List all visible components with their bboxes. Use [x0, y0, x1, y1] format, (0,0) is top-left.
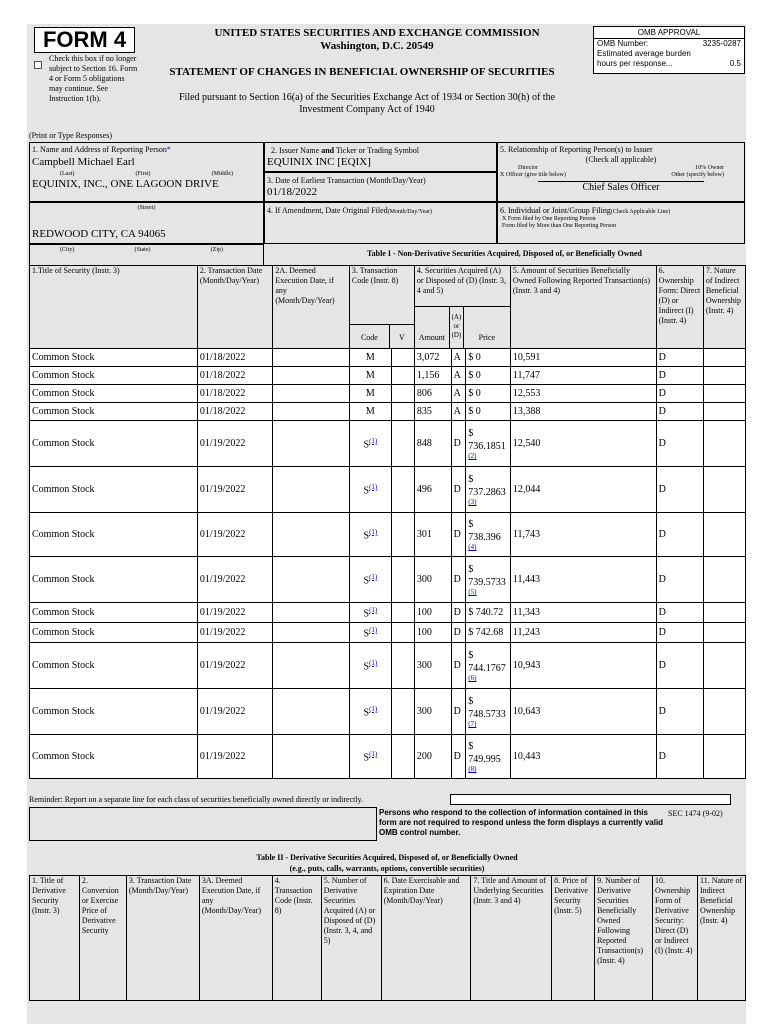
box6-label: 6. Individual or Joint/Group Filing: [500, 206, 611, 215]
price-footnote-link[interactable]: (7): [468, 720, 477, 728]
date-cell: 01/19/2022: [197, 689, 273, 735]
ownership-form-cell: D: [656, 385, 703, 403]
price-cell: [466, 385, 511, 403]
box6-sub: (Check Applicable Line): [610, 209, 671, 215]
code-cell: [349, 735, 391, 779]
transaction-code: M: [365, 406, 375, 417]
v-cell: [391, 385, 414, 403]
nature-cell: [703, 403, 745, 421]
price-value: 736.1851: [468, 441, 506, 452]
ownership-form-cell: D: [656, 467, 703, 513]
earliest-transaction-box: [264, 172, 497, 202]
table-row: [30, 513, 746, 557]
code-cell: [349, 689, 391, 735]
table2-subtitle: (e.g., puts, calls, warrants, options, convertible securities): [289, 864, 485, 873]
date-cell: 01/19/2022: [197, 623, 273, 643]
price-cell: [466, 403, 511, 421]
issuer-box: [264, 142, 497, 172]
title-cell: Common Stock: [30, 623, 198, 643]
amount-cell: 300: [414, 557, 451, 603]
owned-cell: 12,540: [510, 421, 656, 467]
deemed-date-cell: [273, 467, 350, 513]
price-cell: [466, 467, 511, 513]
table-row: [30, 421, 746, 467]
ownership-form-cell: D: [656, 603, 703, 623]
amount-cell: 200: [414, 735, 451, 779]
footnote-link[interactable]: (1): [369, 658, 378, 667]
nature-cell: [703, 421, 745, 467]
owned-cell: 12,553: [510, 385, 656, 403]
a-or-d-cell: A: [451, 403, 466, 421]
check-all-applicable: (Check all applicable): [585, 155, 657, 164]
v-cell: [391, 603, 414, 623]
v-cell: [391, 623, 414, 643]
title-cell: Common Stock: [30, 735, 198, 779]
col5-header: 5. Amount of Securities Beneficially Owned Following Reported Transaction(s) (Instr. 3 and 4): [510, 266, 656, 349]
col7-header: 7. Nature of Indirect Beneficial Ownership (Instr. 4): [703, 266, 745, 349]
amount-cell: 806: [414, 385, 451, 403]
table2-col-header: 6. Date Exercisable and Expiration Date (Month/Day/Year): [381, 876, 471, 1001]
state-label: (State): [134, 247, 151, 253]
price-currency: $: [468, 474, 474, 485]
footnote-link[interactable]: (1): [369, 704, 378, 713]
price-cell: [466, 513, 511, 557]
no-longer-subject-checkbox[interactable]: [34, 56, 42, 74]
footnote-link[interactable]: (1): [369, 482, 378, 491]
nature-cell: [703, 349, 745, 367]
omb-burden-label: Estimated average burden: [597, 49, 691, 58]
code-cell: [349, 385, 391, 403]
v-cell: [391, 557, 414, 603]
transaction-code: S: [363, 575, 370, 587]
table1-title: Table I - Non-Derivative Securities Acquired, Disposed of, or Beneficially Owned: [367, 249, 642, 258]
title-cell: Common Stock: [30, 367, 198, 385]
nature-cell: [703, 467, 745, 513]
nature-cell: [703, 367, 745, 385]
officer-title: Chief Sales Officer: [538, 181, 704, 193]
deemed-date-cell: [273, 367, 350, 385]
amount-cell: 496: [414, 467, 451, 513]
owned-cell: 11,747: [510, 367, 656, 385]
box1-asterisk[interactable]: *: [166, 145, 171, 154]
table2-col-header: 3A. Deemed Execution Date, if any (Month/Day/Year): [199, 876, 272, 1001]
first-label: (First): [135, 171, 151, 177]
ownership-form-cell: D: [656, 421, 703, 467]
footnote-link[interactable]: (1): [369, 625, 378, 634]
price-footnote-link[interactable]: (2): [468, 452, 477, 460]
deemed-date-cell: [273, 603, 350, 623]
footnote-link[interactable]: (1): [369, 605, 378, 614]
owned-cell: 11,743: [510, 513, 656, 557]
a-or-d-cell: D: [451, 557, 466, 603]
amount-cell: 848: [414, 421, 451, 467]
code-cell: [349, 349, 391, 367]
table2-col-header: 10. Ownership Form of Derivative Security: Direct (D) or Indirect (I) (Instr. 4): [653, 876, 698, 1001]
v-subheader: V: [399, 333, 405, 342]
issuer-value: EQUINIX INC [EQIX]: [267, 156, 371, 168]
a-or-d-cell: A: [451, 367, 466, 385]
v-cell: [391, 349, 414, 367]
deemed-date-cell: [273, 557, 350, 603]
col2-header: 2. Transaction Date (Month/Day/Year): [197, 266, 273, 349]
table1: [29, 265, 746, 779]
v-cell: [391, 735, 414, 779]
owned-cell: 11,443: [510, 557, 656, 603]
street-label: (Street): [137, 205, 156, 211]
owned-cell: 11,243: [510, 623, 656, 643]
code-cell: [349, 513, 391, 557]
owner10-option[interactable]: 10% Owner: [695, 165, 724, 171]
date-cell: 01/19/2022: [197, 735, 273, 779]
v-cell: [391, 643, 414, 689]
date-cell: 01/18/2022: [197, 385, 273, 403]
date-cell: 01/18/2022: [197, 349, 273, 367]
reporting-address: EQUINIX, INC., ONE LAGOON DRIVE: [32, 178, 219, 190]
table2-title: Table II - Derivative Securities Acquired, Disposed of, or Beneficially Owned: [256, 853, 518, 862]
table-row: [30, 403, 746, 421]
box1-label: 1. Name and Address of Reporting Person: [32, 145, 167, 154]
price-cell: [466, 735, 511, 779]
owned-cell: 10,443: [510, 735, 656, 779]
more-persons-option[interactable]: Form filed by More than One Reporting Person: [502, 223, 617, 229]
title-cell: Common Stock: [30, 557, 198, 603]
owned-cell: 12,044: [510, 467, 656, 513]
reminder-field: [450, 794, 731, 805]
table2-col-header: 11. Nature of Indirect Beneficial Ownership (Instr. 4): [698, 876, 746, 1001]
table2-col-header: 8. Price of Derivative Security (Instr. 5): [552, 876, 595, 1001]
transaction-code: S: [363, 628, 370, 640]
deemed-date-cell: [273, 623, 350, 643]
ownership-form-cell: D: [656, 623, 703, 643]
price-value: $ 0: [468, 352, 481, 363]
table-row: [30, 557, 746, 603]
relationship-box: [497, 142, 745, 202]
owned-cell: 13,388: [510, 403, 656, 421]
code-cell: [349, 467, 391, 513]
deemed-date-cell: [273, 421, 350, 467]
middle-label: (Middle): [211, 171, 233, 177]
code-cell: [349, 403, 391, 421]
ownership-form-cell: D: [656, 689, 703, 735]
col4-header-cell: [414, 266, 510, 349]
col3-header: 3. Transaction Code (Instr. 8): [351, 266, 399, 285]
nature-cell: [703, 513, 745, 557]
table2-col-header: 1. Title of Derivative Security (Instr. 3): [30, 876, 80, 1001]
box2-label-a: 2. Issuer Name: [271, 146, 322, 155]
ownership-form-cell: D: [656, 735, 703, 779]
nature-cell: [703, 643, 745, 689]
nature-cell: [703, 385, 745, 403]
omb-hours-value: 0.5: [729, 59, 741, 68]
table-row: [30, 643, 746, 689]
price-cell: [466, 557, 511, 603]
footnote-link[interactable]: (1): [369, 436, 378, 445]
price-cell: [466, 421, 511, 467]
price-currency: $: [468, 650, 474, 661]
filed-pursuant-line2: Investment Company Act of 1940: [299, 104, 435, 115]
omb-number-label: OMB Number:: [597, 39, 649, 48]
date-cell: 01/19/2022: [197, 513, 273, 557]
code-cell: [349, 421, 391, 467]
table2-col-header: 7. Title and Amount of Underlying Securities (Instr. 3 and 4): [471, 876, 552, 1001]
a-or-d-cell: D: [451, 735, 466, 779]
a-or-d-cell: D: [451, 603, 466, 623]
last-label: (Last): [60, 171, 75, 177]
date-cell: 01/18/2022: [197, 403, 273, 421]
table-row: [30, 367, 746, 385]
checkbox-text: Check this box if no longer subject to Section 16. Form 4 or Form 5 obligations may continue. See Instruction 1(b).: [49, 54, 138, 103]
title-cell: Common Stock: [30, 689, 198, 735]
price-currency: $: [468, 564, 474, 575]
title-cell: Common Stock: [30, 349, 198, 367]
reporting-person-name: Campbell Michael Earl: [32, 156, 135, 168]
officer-option[interactable]: X Officer (give title below): [500, 172, 566, 178]
nature-cell: [703, 603, 745, 623]
a-or-d-cell: A: [451, 349, 466, 367]
reminder-text: Reminder: Report on a separate line for each class of securities beneficially owned directly or indirectly.: [29, 795, 364, 804]
amount-cell: 301: [414, 513, 451, 557]
director-option[interactable]: Director: [518, 165, 538, 171]
ownership-form-cell: D: [656, 403, 703, 421]
amount-subheader: Amount: [415, 307, 450, 348]
v-cell: [391, 367, 414, 385]
table-row: [30, 623, 746, 643]
code-cell: [349, 603, 391, 623]
v-cell: [391, 513, 414, 557]
title-cell: Common Stock: [30, 385, 198, 403]
table-row: [30, 467, 746, 513]
notice-left-box: [29, 807, 377, 841]
price-currency: $: [468, 519, 474, 530]
amount-cell: 300: [414, 689, 451, 735]
agency-location: Washington, D.C. 20549: [320, 40, 434, 52]
price-cell: [466, 367, 511, 385]
table-row: [30, 689, 746, 735]
one-person-option[interactable]: X Form filed by One Reporting Person: [502, 216, 596, 222]
code-cell: [349, 367, 391, 385]
a-or-d-cell: D: [451, 623, 466, 643]
col3-header-cell: [349, 266, 414, 349]
box2-label-b: Ticker or Trading Symbol: [334, 146, 420, 155]
earliest-transaction-date: 01/18/2022: [267, 186, 318, 198]
col4-header: 4. Securities Acquired (A) or Disposed of (D) (Instr. 3, 4 and 5): [416, 266, 507, 295]
price-currency: $: [468, 741, 474, 752]
date-cell: 01/19/2022: [197, 603, 273, 623]
omb-number-value: 3235-0287: [702, 39, 741, 48]
v-cell: [391, 421, 414, 467]
filing-type-box: [497, 202, 745, 244]
transaction-code: M: [365, 370, 375, 381]
owned-cell: 10,943: [510, 643, 656, 689]
price-subheader: Price: [478, 333, 496, 342]
filed-pursuant-line1: Filed pursuant to Section 16(a) of the Securities Exchange Act of 1934 or Section 30(h) of the: [178, 92, 556, 103]
omb-title: OMB APPROVAL: [594, 27, 744, 39]
a-or-d-cell: D: [451, 643, 466, 689]
title-cell: Common Stock: [30, 643, 198, 689]
date-cell: 01/19/2022: [197, 467, 273, 513]
price-footnote-link[interactable]: (6): [468, 674, 477, 682]
title-cell: Common Stock: [30, 421, 198, 467]
price-value: $ 740.72: [468, 607, 504, 618]
table2-col-header: 4. Transaction Code (Instr. 8): [272, 876, 321, 1001]
owned-cell: 10,591: [510, 349, 656, 367]
transaction-code: S: [363, 752, 370, 764]
price-cell: [466, 349, 511, 367]
code-cell: [349, 643, 391, 689]
title-cell: Common Stock: [30, 403, 198, 421]
a-or-d-cell: D: [451, 689, 466, 735]
transaction-code: M: [365, 352, 375, 363]
code-cell: [349, 557, 391, 603]
ownership-form-cell: D: [656, 513, 703, 557]
amount-cell: 835: [414, 403, 451, 421]
city-state-zip-labels: [29, 244, 264, 266]
deemed-date-cell: [273, 689, 350, 735]
deemed-date-cell: [273, 513, 350, 557]
price-value: 737.2863: [468, 487, 506, 498]
date-cell: 01/19/2022: [197, 643, 273, 689]
price-value: 749.995: [468, 754, 501, 765]
deemed-date-cell: [273, 349, 350, 367]
amendment-box: [264, 202, 497, 244]
price-value: 748.5733: [468, 709, 506, 720]
price-value: 744.1767: [468, 663, 506, 674]
sec-form-code: SEC 1474 (9-02): [668, 809, 723, 818]
ownership-form-cell: D: [656, 367, 703, 385]
price-currency: $: [468, 428, 474, 439]
v-cell: [391, 467, 414, 513]
box4-sub: (Month/Day/Year): [387, 209, 433, 215]
city-label: (City): [60, 247, 75, 253]
table2-col-header: 2. Conversion or Exercise Price of Derivative Security: [79, 876, 126, 1001]
nature-cell: [703, 735, 745, 779]
price-cell: [466, 689, 511, 735]
nature-cell: [703, 623, 745, 643]
a-or-d-cell: D: [451, 513, 466, 557]
col6-header: 6. Ownership Form: Direct (D) or Indirect (I) (Instr. 4): [656, 266, 703, 349]
amount-cell: 3,072: [414, 349, 451, 367]
form-title: FORM 4: [34, 27, 135, 53]
footnote-link[interactable]: (1): [369, 749, 378, 758]
footnote-link[interactable]: (1): [369, 527, 378, 536]
table2-col-header: 9. Number of Derivative Securities Beneficially Owned Following Reported Transaction(s) (Instr. 4): [595, 876, 653, 1001]
price-currency: $: [468, 696, 474, 707]
transaction-code: M: [365, 388, 375, 399]
col1-header: 1.Title of Security (Instr. 3): [30, 266, 198, 349]
price-cell: [466, 623, 511, 643]
owned-cell: 11,343: [510, 603, 656, 623]
table2: [29, 875, 746, 1001]
v-cell: [391, 689, 414, 735]
title-cell: Common Stock: [30, 603, 198, 623]
owned-cell: 10,643: [510, 689, 656, 735]
zip-label: (Zip): [210, 247, 223, 253]
deemed-date-cell: [273, 403, 350, 421]
amount-cell: 100: [414, 623, 451, 643]
date-cell: 01/19/2022: [197, 421, 273, 467]
price-cell: [466, 603, 511, 623]
transaction-code: S: [363, 661, 370, 673]
a-or-d-cell: D: [451, 467, 466, 513]
date-cell: 01/18/2022: [197, 367, 273, 385]
amount-cell: 300: [414, 643, 451, 689]
price-value: 738.396: [468, 532, 501, 543]
persons-notice: Persons who respond to the collection of information contained in this form are not required to respond unless the form displays a currently valid OMB control number.: [379, 808, 664, 837]
price-value: $ 0: [468, 406, 481, 417]
table-row: [30, 349, 746, 367]
price-footnote-link[interactable]: (8): [468, 765, 477, 773]
code-cell: [349, 623, 391, 643]
v-cell: [391, 403, 414, 421]
box2-label-and: and: [321, 146, 335, 155]
code-subheader: Code: [350, 325, 390, 348]
title-cell: Common Stock: [30, 467, 198, 513]
deemed-date-cell: [273, 643, 350, 689]
omb-hours-label: hours per response...: [597, 59, 673, 68]
col2a-header: 2A. Deemed Execution Date, if any (Month/Day/Year): [273, 266, 350, 349]
print-type-note: (Print or Type Responses): [29, 131, 113, 140]
transaction-code: S: [363, 439, 370, 451]
table2-col-header: 5. Number of Derivative Securities Acquired (A) or Disposed of (D) (Instr. 3, 4, and 5): [321, 876, 381, 1001]
a-or-d-cell: D: [451, 421, 466, 467]
title-cell: Common Stock: [30, 513, 198, 557]
form4-page: [27, 24, 746, 1024]
table-row: [30, 385, 746, 403]
price-cell: [466, 643, 511, 689]
date-cell: 01/19/2022: [197, 557, 273, 603]
nature-cell: [703, 689, 745, 735]
amount-cell: 100: [414, 603, 451, 623]
ownership-form-cell: D: [656, 643, 703, 689]
city-state-zip: REDWOOD CITY, CA 94065: [32, 228, 166, 240]
transaction-code: S: [363, 608, 370, 620]
price-footnote-link[interactable]: (4): [468, 543, 477, 551]
box4-label: 4. If Amendment, Date Original Filed: [267, 206, 388, 215]
transaction-code: S: [363, 707, 370, 719]
deemed-date-cell: [273, 735, 350, 779]
price-value: $ 0: [468, 370, 481, 381]
ownership-form-cell: D: [656, 557, 703, 603]
transaction-code: S: [363, 530, 370, 542]
transaction-code: S: [363, 485, 370, 497]
amount-cell: 1,156: [414, 367, 451, 385]
statement-title: STATEMENT OF CHANGES IN BENEFICIAL OWNERSHIP OF SECURITIES: [169, 66, 555, 78]
price-footnote-link[interactable]: (3): [468, 498, 477, 506]
price-value: $ 742.68: [468, 627, 504, 638]
a-or-d-cell: A: [451, 385, 466, 403]
price-value: $ 0: [468, 388, 481, 399]
nature-cell: [703, 557, 745, 603]
a-or-d-subheader: (A) or (D): [450, 307, 464, 348]
box3-label: 3. Date of Earliest Transaction (Month/Day/Year): [267, 176, 426, 185]
reporting-person-box: [29, 142, 264, 202]
other-option[interactable]: Other (specify below): [671, 172, 724, 178]
table2-col-header: 3. Transaction Date (Month/Day/Year): [126, 876, 199, 1001]
table-row: [30, 603, 746, 623]
street-box: [29, 202, 264, 244]
ownership-form-cell: D: [656, 349, 703, 367]
price-value: 739.5733: [468, 577, 506, 588]
price-footnote-link[interactable]: (5): [468, 588, 477, 596]
agency-name: UNITED STATES SECURITIES AND EXCHANGE COMMISSION: [214, 27, 540, 39]
box5-label: 5. Relationship of Reporting Person(s) to Issuer: [500, 145, 653, 154]
omb-approval-box: [593, 26, 745, 74]
deemed-date-cell: [273, 385, 350, 403]
table-row: [30, 735, 746, 779]
footnote-link[interactable]: (1): [369, 572, 378, 581]
